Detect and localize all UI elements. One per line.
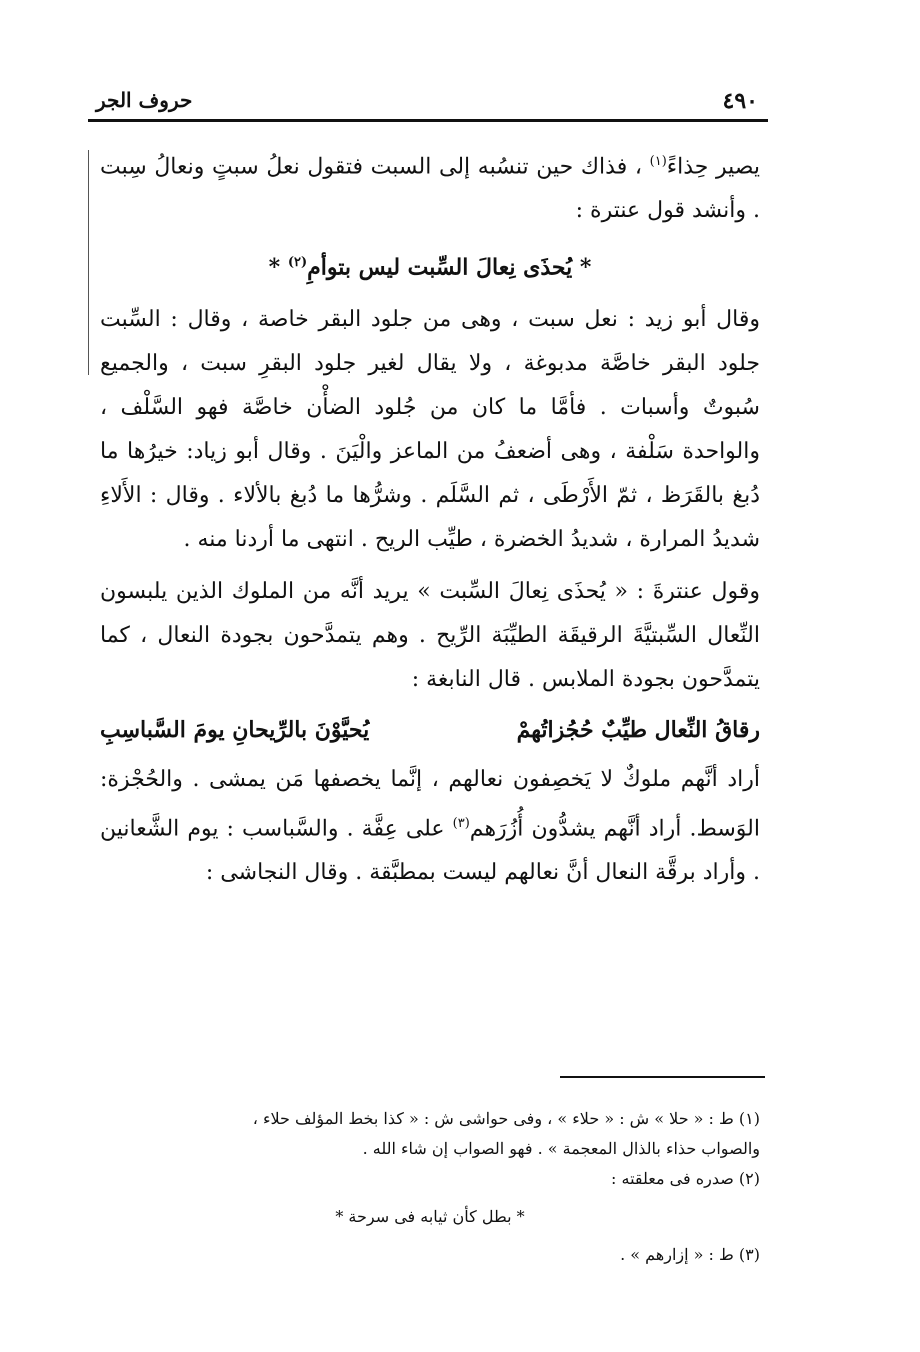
paragraph-explanation [100, 758, 760, 895]
paragraph-abu-zayd: وقال أبو زيد : نعل سبت ، وهى من جلود البقر خاصة ، وقال : السِّبت جلود البقر خاصَّة مدبوغة ، ولا يقال لغير جلود البقرِ سبت ، والجميع سُبوتٌ وأسبات . فأمَّا ما كان من جُلود الضأْن خاصَّة فهو السَّلْف ، والواحدة سَلْفة ، وهى أضعفُ من الماعز والْيَنَ . وقال أبو زياد: خيرُها ما دُبغ بالقَرَظ ، ثمّ الأَرْطَى ، ثم السَّلَم . وشرُّها ما دُبغ بالألاء . وقال : الأَلاءِ شديدُ المرارة ، شديدُ الخضرة ، طيِّب الريح . انتهى ما أردنا منه . [100, 306, 760, 552]
page-number: ٤٩٠ [722, 88, 758, 114]
verse-first-hemistich: رقاقُ النِّعال طيِّبٌ حُجُزاتُهمْ [516, 716, 760, 743]
verse-antara [100, 241, 760, 289]
verse-nabigha [100, 708, 760, 752]
footnote-ref-1: (١) [649, 154, 667, 169]
verse-second-hemistich: يُحيَّوْنَ بالرِّيحانِ يومَ السَّباسِبِ [100, 716, 370, 743]
text-span: على عِفَّة . والسَّباسب : يوم الشَّعانين . وأراد برقَّة النعال أنَّ نعالهم ليست بمطبَّقة . وقال النجاشى : [100, 815, 760, 885]
footnote-3: (٣) ط : « إزارهم » . [620, 1245, 760, 1264]
footnote-2-verse: * بطل كأن ثيابه فى سرحة * [335, 1207, 525, 1226]
text-span: ، فذاك حين تنسُبه إلى السبت فتقول نعلُ سبتٍ ونعالُ سِبت . وأنشد قول عنترة : [100, 154, 760, 224]
footnote-ref-3: (٣) [452, 815, 470, 831]
text-span: أراد أنَّهم ملوكٌ لا يَخصِفون نعالهم ، إنَّما يخصفها مَن يمشى . والحُجْزة: الوَسط. أراد أنَّهم يشدُّون أُزُرَهم [100, 766, 760, 841]
margin-line [88, 150, 89, 375]
main-text [100, 140, 760, 895]
page-header [88, 88, 768, 118]
paragraph-1 [100, 140, 760, 233]
paragraph-antara-commentary: وقول عنترةَ : « يُحذَى نِعالَ السِّبت » يريد أنَّه من الملوك الذين يلبسون النِّعال السِّبتيَّةَ الرقيقَة الطيِّبَة الرِّيح . وهم يتمدَّحون بجودة النعال ، كما يتمدَّحون بجودة الملابس . قال النابغة : [100, 578, 760, 692]
footnotes [100, 1104, 760, 1270]
text-span: يصير حِذاءً [666, 154, 760, 180]
footnote-1-line-1: (١) ط : « حلا » ش : « حلاء » ، وفى حواشى ش : « كذا بخط المؤلف حلاء ، [252, 1109, 760, 1128]
verse-end-mark: * [268, 254, 281, 281]
header-rule [88, 119, 768, 122]
footnote-ref-2: (٢) [287, 255, 308, 271]
verse-text: * يُحذَى نِعالَ السِّبت ليس بتوأمِ [307, 254, 592, 281]
footnote-1-line-2: والصواب حذاء بالذال المعجمة » . فهو الصواب إن شاء الله . [362, 1139, 760, 1158]
running-head: حروف الجر [96, 88, 193, 112]
footnote-2: (٢) صدره فى معلقته : [611, 1169, 760, 1188]
footnote-rule [560, 1076, 765, 1078]
